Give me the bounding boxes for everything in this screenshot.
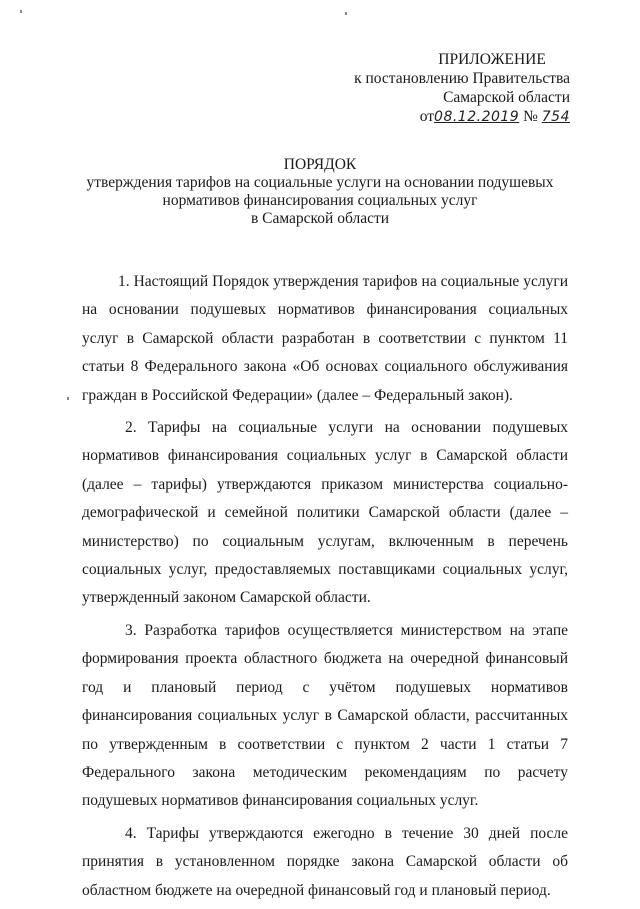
appendix-heading: ПРИЛОЖЕНИЕ: [438, 51, 546, 68]
paragraph-4: 4. Тарифы утверждаются ежегодно в течение 30 дней после принятия в установленном порядке закона Самарской области об областном бюджете на очередной финансовый год и плановый период.: [82, 824, 568, 899]
document-body: [82, 268, 568, 909]
title-heading: ПОРЯДОК: [283, 156, 357, 173]
date-prefix: от: [419, 108, 435, 125]
handwritten-number: 754: [541, 109, 570, 125]
title-line-2: утверждения тарифов на социальные услуги на основании подушевых: [86, 174, 554, 191]
scan-speck: [20, 10, 22, 13]
appendix-block: [354, 50, 570, 127]
document-title: [70, 156, 570, 228]
scan-speck: [67, 397, 69, 400]
handwritten-date: 08.12.2019: [434, 109, 520, 125]
appendix-date-number-line: [354, 107, 570, 127]
scan-speck: [345, 12, 347, 15]
paragraph-3: 3. Разработка тарифов осуществляется министерством на этапе формирования проекта областного бюджета на очередной финансовый год и плановый период с учётом подушевых нормативов финансирования социальных услуг в Самарской области, рассчитанных по утвержденным в соответствии с пунктом 2 части 1 статьи 7 Федерального закона методическим рекомендациям по расчету подушевых нормативов финансирования социальных услуг.: [82, 621, 568, 810]
paragraph-1: 1. Настоящий Порядок утверждения тарифов на социальные услуги на основании подушевых нормативов финансирования социальных услуг в Самарской области разработан в соответствии с пунктом 11 статьи 8 Федерального закона «Об основах социального обслуживания граждан в Российской Федерации» (далее – Федеральный закон).: [82, 273, 568, 404]
paragraph-2: 2. Тарифы на социальные услуги на основании подушевых нормативов финансирования социальных услуг в Самарской области (далее – тарифы) утверждаются приказом министерства социально-демографической и семейной политики Самарской области (далее – министерство) по социальным услугам, включенным в перечень социальных услуг, предоставляемых поставщиками социальных услуг, утвержденный законом Самарской области.: [82, 419, 568, 607]
appendix-resolution-line: к постановлению Правительства: [354, 70, 570, 87]
title-line-4: в Самарской области: [250, 210, 390, 227]
number-prefix: №: [523, 108, 538, 125]
title-line-3: нормативов финансирования социальных услуг: [162, 192, 478, 209]
appendix-region-line: Самарской области: [443, 89, 570, 106]
